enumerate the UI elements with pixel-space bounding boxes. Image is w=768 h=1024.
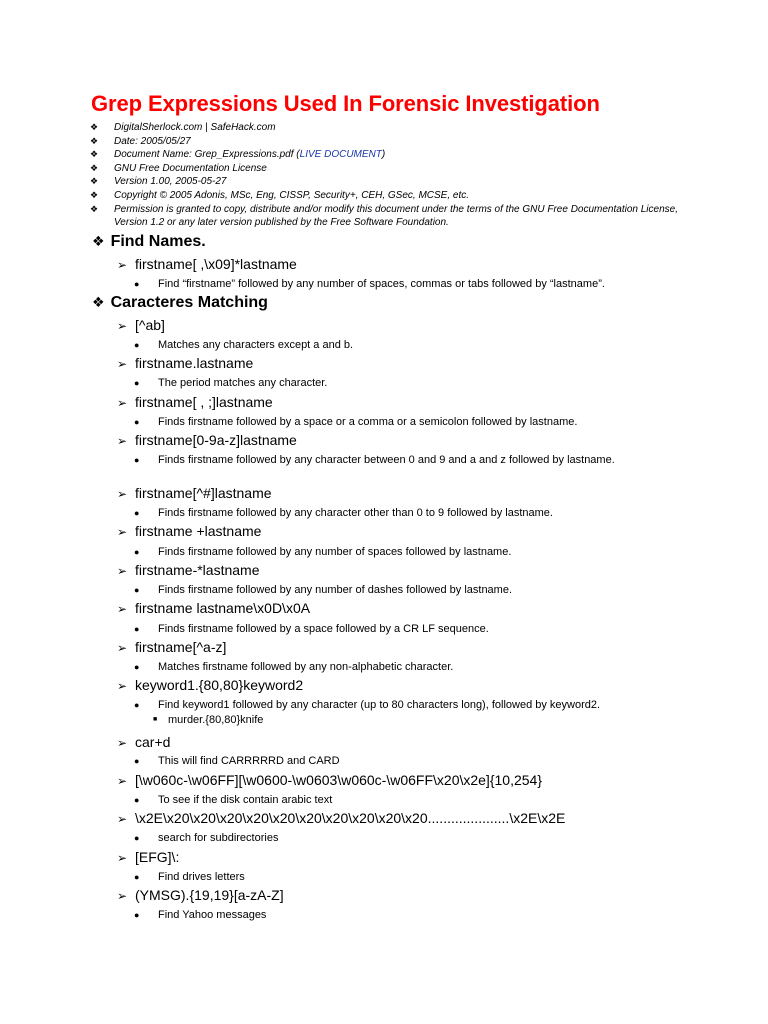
meta-item: ❖ DigitalSherlock.com | SafeHack.com <box>90 122 276 133</box>
document-title: Grep Expressions Used In Forensic Investigation <box>91 91 600 116</box>
pattern-item: ➢ firstname[0-9a-z]lastname <box>117 432 297 448</box>
dot-bullet-icon: ● <box>134 700 140 710</box>
pattern-description: ● Finds firstname followed by any character between 0 and 9 and a and z followed by lastname. <box>134 454 615 466</box>
pattern-item: ➢ [EFG]\: <box>117 849 180 865</box>
arrow-bullet-icon: ➢ <box>117 319 128 333</box>
pattern-description: ● Matches firstname followed by any non-alphabetic character. <box>134 661 454 673</box>
meta-item: ❖ Date: 2005/05/27 <box>90 135 191 147</box>
meta-item: ❖ Permission is granted to copy, distribute and/or modify this document under the terms of the GNU Free Documentation License, Version 1.2 or any later version published by the Free Software Foundation. <box>90 203 678 229</box>
dot-bullet-icon: ● <box>134 795 140 805</box>
square-bullet-icon: ■ <box>153 716 158 723</box>
pattern-item: ➢ firstname +lastname <box>117 523 262 539</box>
dot-bullet-icon: ● <box>134 508 140 518</box>
diamond-bullet-icon: ❖ <box>90 176 99 187</box>
pattern-description: ● To see if the disk contain arabic text <box>134 794 333 806</box>
pattern-item: ➢ keyword1.{80,80}keyword2 <box>117 677 304 693</box>
section-heading-find-names: ❖ Find Names. <box>92 233 206 250</box>
pattern-item: ➢ firstname lastname\x0D\x0A <box>117 600 311 616</box>
pattern-item: ➢ firstname[ ,\x09]*lastname <box>117 256 297 272</box>
diamond-bullet-icon: ❖ <box>92 294 105 310</box>
arrow-bullet-icon: ➢ <box>117 889 128 903</box>
section-heading-caracteres-matching: ❖ Caracteres Matching <box>92 294 268 311</box>
dot-bullet-icon: ● <box>134 872 140 882</box>
pattern-description: ● Find “firstname” followed by any number of spaces, commas or tabs followed by “lastname”. <box>134 278 605 290</box>
arrow-bullet-icon: ➢ <box>117 641 128 655</box>
dot-bullet-icon: ● <box>134 455 140 465</box>
pattern-description: ● Finds firstname followed by a space or a comma or a semicolon followed by lastname. <box>134 416 578 428</box>
pattern-item: ➢ [\w060c-\w06FF][\w0600-\w0603\w060c-\w06FF\x20\x2e]{10,254} <box>117 772 542 788</box>
dot-bullet-icon: ● <box>134 585 140 595</box>
arrow-bullet-icon: ➢ <box>117 812 128 826</box>
dot-bullet-icon: ● <box>134 756 140 766</box>
pattern-item: ➢ firstname-*lastname <box>117 562 260 578</box>
pattern-item: ➢ firstname[ , ;]lastname <box>117 394 273 410</box>
meta-item: ❖ Version 1.00, 2005-05-27 <box>90 176 227 188</box>
pattern-item: ➢ firstname[^#]lastname <box>117 485 272 501</box>
live-document-link[interactable]: LIVE DOCUMENT <box>299 149 382 161</box>
pattern-item: ➢ firstname.lastname <box>117 355 254 371</box>
diamond-bullet-icon: ❖ <box>90 189 99 200</box>
diamond-bullet-icon: ❖ <box>90 162 99 173</box>
arrow-bullet-icon: ➢ <box>117 736 128 750</box>
document-metadata <box>90 121 690 230</box>
diamond-bullet-icon: ❖ <box>90 149 99 160</box>
pattern-description: ● Matches any characters except a and b. <box>134 339 354 351</box>
dot-bullet-icon: ● <box>134 417 140 427</box>
pattern-description: ● Find keyword1 followed by any character (up to 80 characters long), followed by keyword2. <box>134 699 601 711</box>
pattern-description: ● Find Yahoo messages <box>134 909 267 921</box>
pattern-description: ● Finds firstname followed by a space followed by a CR LF sequence. <box>134 623 489 635</box>
arrow-bullet-icon: ➢ <box>117 396 128 410</box>
arrow-bullet-icon: ➢ <box>117 258 128 272</box>
meta-item: ❖ GNU Free Documentation License <box>90 162 267 174</box>
arrow-bullet-icon: ➢ <box>117 851 128 865</box>
meta-item: ❖ Copyright © 2005 Adonis, MSc, Eng, CISSP, Security+, CEH, GSec, MCSE, etc. <box>90 189 470 201</box>
diamond-bullet-icon: ❖ <box>90 135 99 146</box>
pattern-description: ● Finds firstname followed by any number of spaces followed by lastname. <box>134 546 512 558</box>
dot-bullet-icon: ● <box>134 340 140 350</box>
dot-bullet-icon: ● <box>134 378 140 388</box>
pattern-item: ➢ \x2E\x20\x20\x20\x20\x20\x20\x20\x20\x20\x20.....................\x2E\x2E <box>117 810 566 826</box>
arrow-bullet-icon: ➢ <box>117 525 128 539</box>
dot-bullet-icon: ● <box>134 910 140 920</box>
dot-bullet-icon: ● <box>134 833 140 843</box>
pattern-example: ■ murder.{80,80}knife <box>153 714 264 726</box>
pattern-description: ● Finds firstname followed by any character other than 0 to 9 followed by lastname. <box>134 507 553 519</box>
dot-bullet-icon: ● <box>134 624 140 634</box>
pattern-item: ➢ [^ab] <box>117 317 165 333</box>
pattern-description: ● This will find CARRRRRD and CARD <box>134 755 340 767</box>
pattern-item: ➢ firstname[^a-z] <box>117 639 227 655</box>
pattern-item: ➢ (YMSG).{19,19}[a-zA-Z] <box>117 887 284 903</box>
diamond-bullet-icon: ❖ <box>92 233 105 249</box>
arrow-bullet-icon: ➢ <box>117 564 128 578</box>
dot-bullet-icon: ● <box>134 662 140 672</box>
pattern-item: ➢ car+d <box>117 734 171 750</box>
arrow-bullet-icon: ➢ <box>117 434 128 448</box>
arrow-bullet-icon: ➢ <box>117 357 128 371</box>
arrow-bullet-icon: ➢ <box>117 602 128 616</box>
pattern-description: ● search for subdirectories <box>134 832 279 844</box>
diamond-bullet-icon: ❖ <box>90 203 99 214</box>
arrow-bullet-icon: ➢ <box>117 774 128 788</box>
dot-bullet-icon: ● <box>134 547 140 557</box>
diamond-bullet-icon: ❖ <box>90 122 99 132</box>
pattern-description: ● The period matches any character. <box>134 377 328 389</box>
pattern-description: ● Finds firstname followed by any number of dashes followed by lastname. <box>134 584 513 596</box>
meta-item: ❖ Document Name: Grep_Expressions.pdf (LIVE DOCUMENT) <box>90 149 386 161</box>
dot-bullet-icon: ● <box>134 279 140 289</box>
pattern-description: ● Find drives letters <box>134 871 245 883</box>
arrow-bullet-icon: ➢ <box>117 487 128 501</box>
arrow-bullet-icon: ➢ <box>117 679 128 693</box>
